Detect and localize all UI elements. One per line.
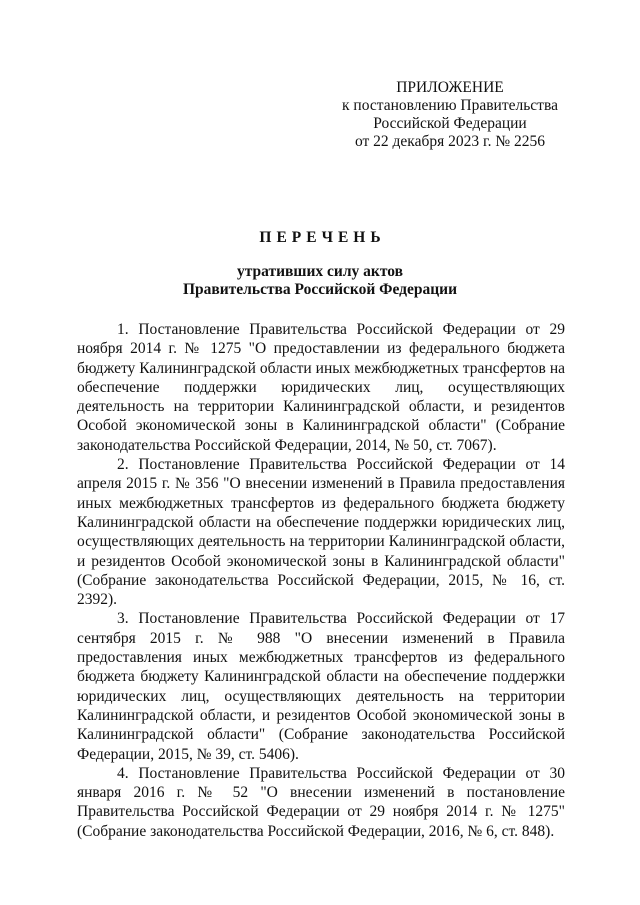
- list-item: 1. Постановление Правительства Российской Федерации от 29 ноября 2014 г. № 1275 "О предоставлении из федерального бюджета бюджету Калининградской области иных межбюджетных трансфертов на обеспечение поддержки юридических лиц, осуществляющих деятельность на территории Калининградской области, и резидентов Особой экономической зоны в Калининградской области" (Собрание законодательства Российской Федерации, 2014, № 50, ст. 7067).: [77, 321, 565, 454]
- appendix-reference-line-3: от 22 декабря 2023 г. № 2256: [354, 133, 546, 150]
- list-item: 2. Постановление Правительства Российской Федерации от 14 апреля 2015 г. № 356 "О внесении изменений в Правила предоставления иных межбюджетных трансфертов из федерального бюджета бюджету Калининградской области на обеспечение поддержки юридических лиц, осуществляющих деятельность на территории Калининградской области, и резидентов Особой экономической зоны в Калининградской области" (Собрание законодательства Российской Федерации, 2015, № 16, ст. 2392).: [77, 456, 565, 609]
- appendix-reference-line-2: Российской Федерации: [373, 115, 527, 132]
- document-title: ПЕРЕЧЕНЬ: [259, 229, 386, 246]
- document-subtitle: [0, 263, 640, 299]
- acts-list: [77, 320, 565, 841]
- list-item: 3. Постановление Правительства Российской Федерации от 17 сентября 2015 г. № 988 "О внесении изменений в Правила предоставления иных межбюджетных трансфертов из федерального бюджета бюджету Калининградской области на обеспечение поддержки юридических лиц, осуществляющих деятельность на территории Калининградской области, и резидентов Особой экономической зоны в Калининградской области" (Собрание законодательства Российской Федерации, 2015, № 39, ст. 5406).: [77, 610, 565, 763]
- appendix-header: [330, 79, 570, 151]
- appendix-label: ПРИЛОЖЕНИЕ: [396, 79, 504, 96]
- subtitle-line-2: Правительства Российской Федерации: [182, 281, 458, 298]
- appendix-reference-line-1: к постановлению Правительства: [342, 97, 558, 114]
- subtitle-line-1: утративших силу актов: [236, 263, 404, 280]
- title-block: [0, 229, 640, 299]
- list-item: 4. Постановление Правительства Российской Федерации от 30 января 2016 г. № 52 "О внесении изменений в постановление Правительства Российской Федерации от 29 ноября 2014 г. № 1275" (Собрание законодательства Российской Федерации, 2016, № 6, ст. 848).: [77, 764, 565, 840]
